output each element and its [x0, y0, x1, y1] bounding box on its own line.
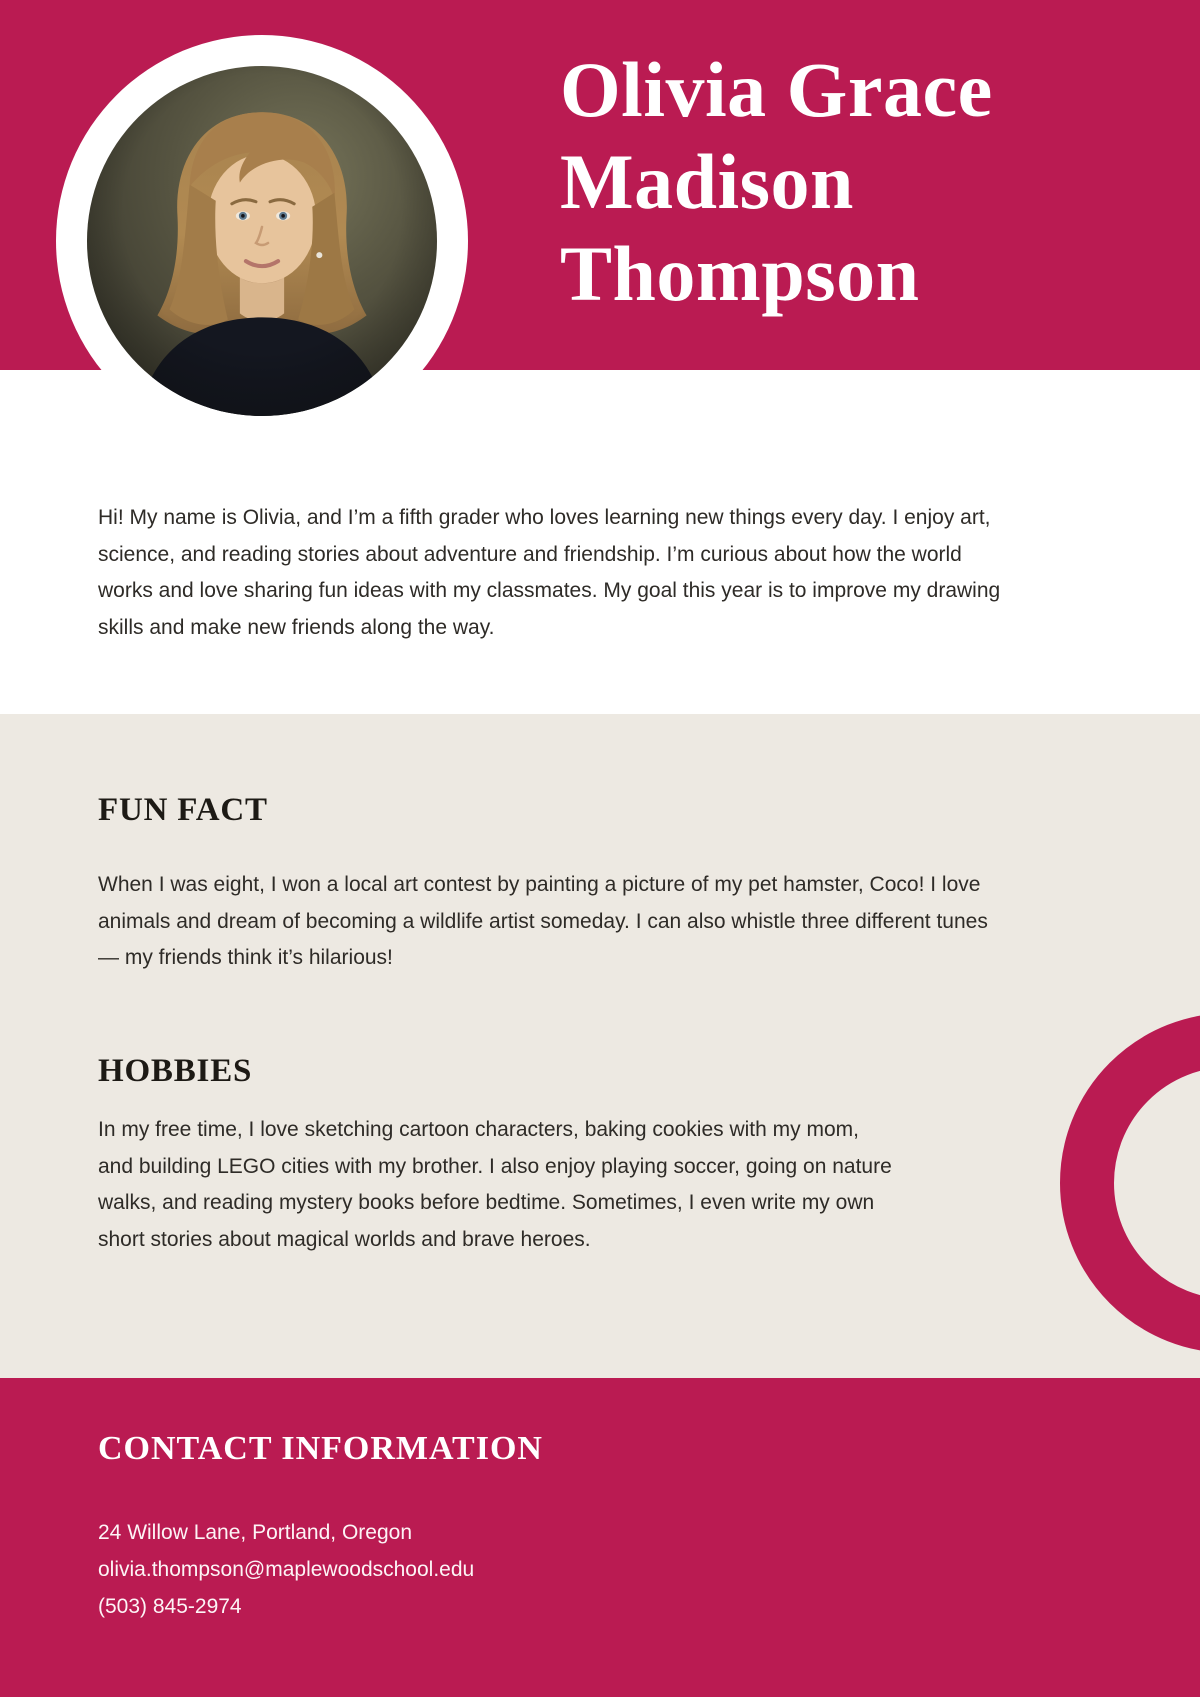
student-portrait-illustration [87, 66, 437, 416]
contact-section [0, 1378, 1200, 1697]
student-name [560, 44, 993, 320]
contact-phone: (503) 845-2974 [98, 1595, 242, 1618]
hobbies-paragraph: In my free time, I love sketching cartoon characters, baking cookies with my mom, and building LEGO cities with my brother. I also enjoy playing soccer, going on nature walks, and reading mystery books before bedtime. Sometimes, I even write my own short stories about magical worlds and brave heroes. [98, 1118, 892, 1251]
student-name-line-1: Olivia Grace [560, 46, 993, 133]
contact-email: olivia.thompson@maplewoodschool.edu [98, 1558, 475, 1581]
contact-details [98, 1514, 474, 1625]
hobbies-heading: HOBBIES [98, 1053, 253, 1089]
contact-heading: CONTACT INFORMATION [98, 1430, 543, 1467]
student-photo-frame [56, 35, 468, 447]
header-band [0, 0, 1200, 370]
student-portrait-photo [87, 66, 437, 416]
fun-fact-heading: FUN FACT [98, 792, 268, 828]
student-name-line-3: Thompson [560, 230, 920, 317]
contact-address: 24 Willow Lane, Portland, Oregon [98, 1521, 413, 1544]
fun-fact-paragraph: When I was eight, I won a local art contest by painting a picture of my pet hamster, Coco! I love animals and dream of becoming a wildlife artist someday. I can also whistle three different tunes — my friends think it’s hilarious! [98, 873, 988, 969]
details-section [0, 714, 1200, 1378]
decorative-ring [1060, 1013, 1200, 1353]
student-name-line-2: Madison [560, 138, 854, 225]
intro-paragraph: Hi! My name is Olivia, and I’m a fifth grader who loves learning new things every day. I enjoy art, science, and reading stories about adventure and friendship. I’m curious about how the world works and love sharing fun ideas with my classmates. My goal this year is to improve my drawing skills and make new friends along the way. [98, 506, 1001, 639]
